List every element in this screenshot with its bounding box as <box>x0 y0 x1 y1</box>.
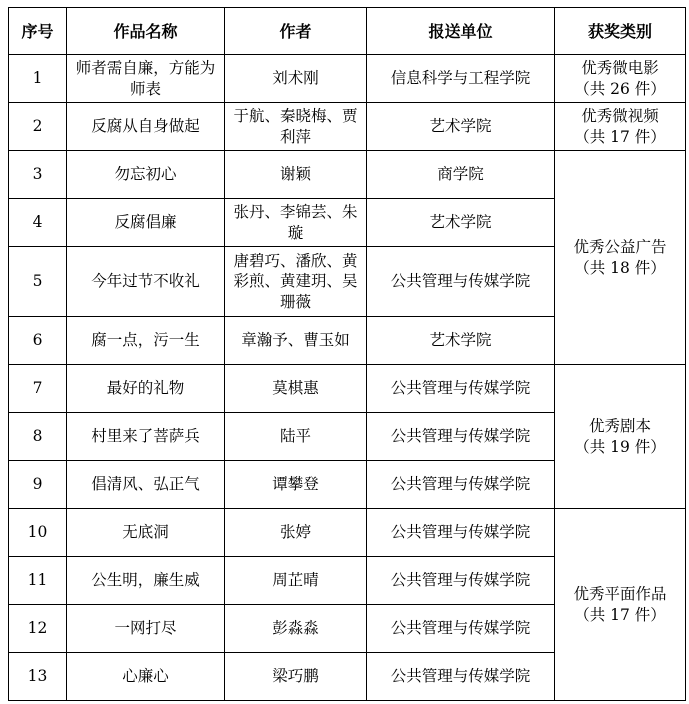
header-author: 作者 <box>225 8 367 55</box>
cell-unit: 公共管理与传媒学院 <box>367 509 555 557</box>
category-name: 优秀微视频 <box>581 107 659 125</box>
table-row <box>9 365 686 413</box>
cell-unit: 公共管理与传媒学院 <box>367 461 555 509</box>
cell-author: 刘术刚 <box>225 55 367 103</box>
cell-unit: 公共管理与传媒学院 <box>367 605 555 653</box>
cell-title: 反腐从自身做起 <box>67 103 225 151</box>
category-count: （共 18 件） <box>574 258 666 277</box>
cell-unit: 艺术学院 <box>367 317 555 365</box>
cell-unit: 公共管理与传媒学院 <box>367 653 555 701</box>
cell-index: 4 <box>9 199 67 247</box>
table-row <box>9 103 686 151</box>
cell-index: 13 <box>9 653 67 701</box>
cell-author: 唐碧巧、潘欣、黄彩煎、黄建玥、吴珊薇 <box>225 247 367 317</box>
category-count: （共 17 件） <box>574 605 666 624</box>
cell-index: 7 <box>9 365 67 413</box>
cell-title: 最好的礼物 <box>67 365 225 413</box>
category-count: （共 26 件） <box>574 79 666 98</box>
cell-author: 陆平 <box>225 413 367 461</box>
cell-unit: 艺术学院 <box>367 103 555 151</box>
cell-unit: 公共管理与传媒学院 <box>367 557 555 605</box>
cell-index: 11 <box>9 557 67 605</box>
cell-author: 张婷 <box>225 509 367 557</box>
category-count: （共 17 件） <box>574 127 666 146</box>
cell-index: 6 <box>9 317 67 365</box>
cell-category <box>555 103 686 151</box>
category-name: 优秀公益广告 <box>573 238 667 256</box>
cell-title: 反腐倡廉 <box>67 199 225 247</box>
cell-title: 一网打尽 <box>67 605 225 653</box>
cell-title: 心廉心 <box>67 653 225 701</box>
header-title: 作品名称 <box>67 8 225 55</box>
cell-title: 公生明，廉生威 <box>67 557 225 605</box>
cell-category <box>555 55 686 103</box>
cell-title: 村里来了菩萨兵 <box>67 413 225 461</box>
cell-index: 2 <box>9 103 67 151</box>
cell-unit: 公共管理与传媒学院 <box>367 413 555 461</box>
header-index: 序号 <box>9 8 67 55</box>
category-name: 优秀平面作品 <box>573 585 667 603</box>
cell-title: 勿忘初心 <box>67 151 225 199</box>
cell-author: 章瀚予、曹玉如 <box>225 317 367 365</box>
cell-unit: 公共管理与传媒学院 <box>367 247 555 317</box>
cell-index: 5 <box>9 247 67 317</box>
cell-author: 梁巧鹏 <box>225 653 367 701</box>
cell-unit: 信息科学与工程学院 <box>367 55 555 103</box>
table-row <box>9 151 686 199</box>
cell-unit: 商学院 <box>367 151 555 199</box>
cell-category <box>555 365 686 509</box>
cell-title: 倡清风、弘正气 <box>67 461 225 509</box>
cell-unit: 艺术学院 <box>367 199 555 247</box>
cell-title: 无底洞 <box>67 509 225 557</box>
cell-author: 莫棋惠 <box>225 365 367 413</box>
cell-title: 腐一点，污一生 <box>67 317 225 365</box>
cell-index: 12 <box>9 605 67 653</box>
table-row <box>9 509 686 557</box>
cell-author: 谭攀登 <box>225 461 367 509</box>
cell-author: 于航、秦晓梅、贾利萍 <box>225 103 367 151</box>
cell-category <box>555 151 686 365</box>
cell-index: 3 <box>9 151 67 199</box>
cell-index: 1 <box>9 55 67 103</box>
table-row <box>9 55 686 103</box>
cell-title: 师者需自廉，方能为师表 <box>67 55 225 103</box>
category-name: 优秀剧本 <box>588 417 651 435</box>
header-unit: 报送单位 <box>367 8 555 55</box>
cell-author: 周芷晴 <box>225 557 367 605</box>
cell-unit: 公共管理与传媒学院 <box>367 365 555 413</box>
cell-category <box>555 509 686 701</box>
category-count: （共 19 件） <box>574 437 666 456</box>
cell-author: 张丹、李锦芸、朱璇 <box>225 199 367 247</box>
header-category: 获奖类别 <box>555 8 686 55</box>
category-name: 优秀微电影 <box>581 59 659 77</box>
cell-index: 9 <box>9 461 67 509</box>
awards-table <box>8 7 686 701</box>
cell-author: 谢颖 <box>225 151 367 199</box>
cell-index: 8 <box>9 413 67 461</box>
cell-author: 彭淼淼 <box>225 605 367 653</box>
header-row <box>9 8 686 55</box>
cell-title: 今年过节不收礼 <box>67 247 225 317</box>
cell-index: 10 <box>9 509 67 557</box>
